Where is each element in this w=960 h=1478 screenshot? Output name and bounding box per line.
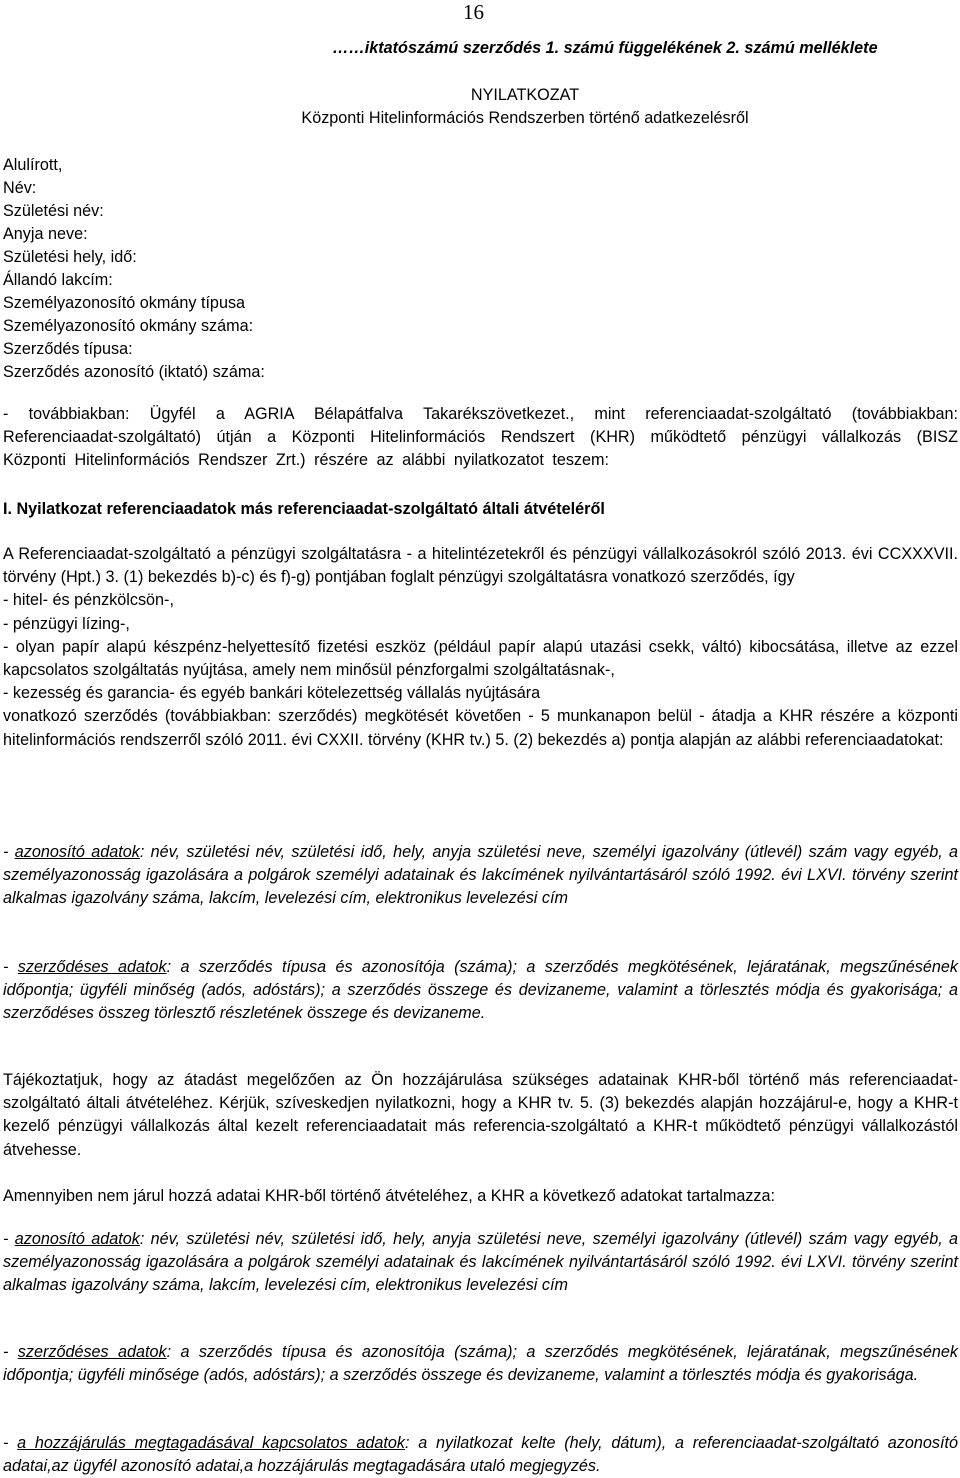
list-item-label: azonosító adatok [14, 843, 140, 861]
appendix-reference: ……iktatószámú szerződés 1. számú függelékének 2. számú melléklete [332, 39, 878, 57]
list-item-text: : a szerződés típusa és azonosítója (száma); a szerződés megkötésének, lejáratának, megszűnésének időpontja; ügyféli minőség (adós, adóstárs); a szerződés összege és devizaneme, valamint a törlesztés módja és gyakorisága; a szerződéses összeg törlesztő részletének összege és devizaneme. [3, 958, 958, 1023]
section-1-line: - olyan papír alapú készpénz-helyettesítő fizetési eszköz (például papír alapú utazási csekk, váltó) kibocsátása, illetve az ezzel kapcsolatos szolgáltatás nyújtása, amely nem minősül pénzforgalmi szolgáltatásnak-, [3, 637, 958, 680]
list-item-text: : a szerződés típusa és azonosítója (száma); a szerződés megkötésének, lejáratának, megszűnésének időpontja; ügyféli minősége (adós, adóstárs); a szerződés összege és devizaneme, valamint a törlesztés módja és gyakorisága. [3, 1343, 958, 1385]
intro-text: - továbbiakban: Ügyfél a AGRIA Bélapátfalva Takarékszövetkezet., mint referenciaadat-szolgáltató (továbbiakban: Referenciaadat-szolgáltató) útján a Központi Hitelinformációs Rendszert (KHR) működtető pénzügyi vállalkozás (BISZ Központi Hitelinformációs Rendszer Zrt.) részére az alábbi nyilatkozatot teszem: [3, 405, 958, 470]
section-1-heading-block [3, 498, 958, 521]
section-1-line: - kezesség és garancia- és egyéb bankári kötelezettség vállalás nyújtására [3, 684, 541, 703]
list-item-label: szerződéses adatok [17, 958, 167, 976]
section-1-line: - pénzügyi lízing-, [3, 614, 130, 633]
list-2-item-identification: - azonosító adatok: név, születési név, születési idő, hely, anyja születési neve, személyi igazolvány (útlevél) szám vagy egyéb, a személyazonosság igazolására a polgárok személyi adatainak és lakcímének nyilvántartásáról szóló 1992. évi LXVI. törvény szerint alkalmas igazolvány száma, lakcím, levelezési cím, elektronikus levelezési cím [3, 1230, 959, 1295]
section-1-heading: I. Nyilatkozat referenciaadatok más referenciaadat-szolgáltató általi átvételéről [3, 500, 605, 518]
document-title: NYILATKOZAT [470, 86, 580, 104]
list-item-text: : név, születési név, születési idő, hely, anyja születési neve, személyi igazolvány (útlevél) szám vagy egyéb, a személyazonosság igazolására a polgárok személyi adatainak és lakcímének nyilvántartásáról szóló 1992. évi LXVI. törvény szerint alkalmas igazolvány száma, lakcím, levelezési cím, elektronikus levelezési cím [3, 1230, 959, 1295]
list-item-label: szerződéses adatok [17, 1343, 167, 1361]
section-1-line: A Referenciaadat-szolgáltató a pénzügyi szolgáltatásra - a hitelintézetekről és pénzügyi vállalkozásokról szóló 2013. évi CCXXXVII. törvény (Hpt.) 3. (1) bekezdés b)-c) és f)-g) pontjában foglalt pénzügyi szolgáltatásra vonatkozó szerződés, így [3, 545, 958, 587]
info-text: Tájékoztatjuk, hogy az átadást megelőzően az Ön hozzájárulása szükséges adatainak KHR-ből történő más referenciaadat-szolgáltató általi átvételéhez. Kérjük, szíveskedjen nyilatkozni, hogy a KHR tv. 5. (3) bekezdés alapján hozzájárul-e, hogy a KHR-t kezelő pénzügyi vállalkozás által kezelt referenciaadatait más referencia-szolgáltató a KHR-t működtető pénzügyi vállalkozástól átvehesse. [3, 1071, 958, 1159]
field-label: Szerződés azonosító (iktató) száma: [3, 363, 265, 381]
list-1-item-contract: - szerződéses adatok: a szerződés típusa és azonosítója (száma); a szerződés megkötésének, lejáratának, megszűnésének időpontja; ügyféli minőség (adós, adóstárs); a szerződés összege és devizaneme, valamint a törlesztés módja és gyakorisága; a szerződéses összeg törlesztő részletének összege és devizaneme. [3, 958, 958, 1023]
field-label: Személyazonosító okmány száma: [3, 317, 254, 335]
list-1-item-identification: - azonosító adatok: név, születési név, születési idő, hely, anyja születési neve, személyi igazolvány (útlevél) szám vagy egyéb, a személyazonosság igazolására a polgárok személyi adatainak és lakcímének nyilvántartásáról szóló 1992. évi LXVI. törvény szerint alkalmas igazolvány száma, lakcím, levelezési cím, elektronikus levelezési cím [3, 843, 959, 908]
intro-paragraph [3, 403, 958, 473]
field-label: Szerződés típusa: [3, 340, 133, 358]
section-1-body [3, 543, 958, 752]
section-1-line: - hitel- és pénzkölcsön-, [3, 591, 174, 610]
list-item-label: azonosító adatok [14, 1230, 140, 1248]
document-subtitle: Központi Hitelinformációs Rendszerben történő adatkezelésről [301, 109, 749, 127]
list-item-text: : a nyilatkozat kelte (hely, dátum), a referenciaadat-szolgáltató azonosító adatai,az ügyfél azonosító adatai,a hozzájárulás megtagadására utaló megjegyzés. [3, 1434, 958, 1476]
personal-data-fields [3, 154, 265, 384]
field-label: Alulírott, [3, 156, 63, 174]
info-paragraph [3, 1069, 958, 1162]
field-label: Anyja neve: [3, 225, 88, 243]
refuse-text: Amennyiben nem járul hozzá adatai KHR-ből történő átvételéhez, a KHR a következő adatokat tartalmazza: [3, 1187, 776, 1205]
field-label: Állandó lakcím: [3, 271, 113, 289]
list-item-text: : név, születési név, születési idő, hely, anyja születési neve, személyi igazolvány (útlevél) szám vagy egyéb, a személyazonosság igazolására a polgárok személyi adatainak és lakcímének nyilvántartásáról szóló 1992. évi LXVI. törvény szerint alkalmas igazolvány száma, lakcím, levelezési cím, elektronikus levelezési cím [3, 843, 959, 908]
list-2-item-refusal: - a hozzájárulás megtagadásával kapcsolatos adatok: a nyilatkozat kelte (hely, dátum), a referenciaadat-szolgáltató azonosító adatai,az ügyfél azonosító adatai,a hozzájárulás megtagadására utaló megjegyzés. [3, 1434, 958, 1476]
field-label: Születési név: [3, 202, 104, 220]
list-item-label: a hozzájárulás megtagadásával kapcsolatos adatok [17, 1434, 405, 1452]
field-label: Születési hely, idő: [3, 248, 137, 266]
field-label: Személyazonosító okmány típusa [3, 294, 246, 312]
list-2-item-contract: - szerződéses adatok: a szerződés típusa és azonosítója (száma); a szerződés megkötésének, lejáratának, megszűnésének időpontja; ügyféli minősége (adós, adóstárs); a szerződés összege és devizaneme, valamint a törlesztés módja és gyakorisága. [3, 1343, 958, 1385]
refuse-paragraph [3, 1185, 958, 1208]
field-label: Név: [3, 179, 37, 197]
section-1-line: vonatkozó szerződés (továbbiakban: szerződés) megkötését követően - 5 munkanapon belül - átadja a KHR részére a központi hitelinformációs rendszerről szóló 2011. évi CXXII. törvény (KHR tv.) 5. (2) bekezdés a) pontja alapján az alábbi referenciaadatokat: [3, 707, 958, 749]
page-number: 16 [463, 0, 484, 24]
